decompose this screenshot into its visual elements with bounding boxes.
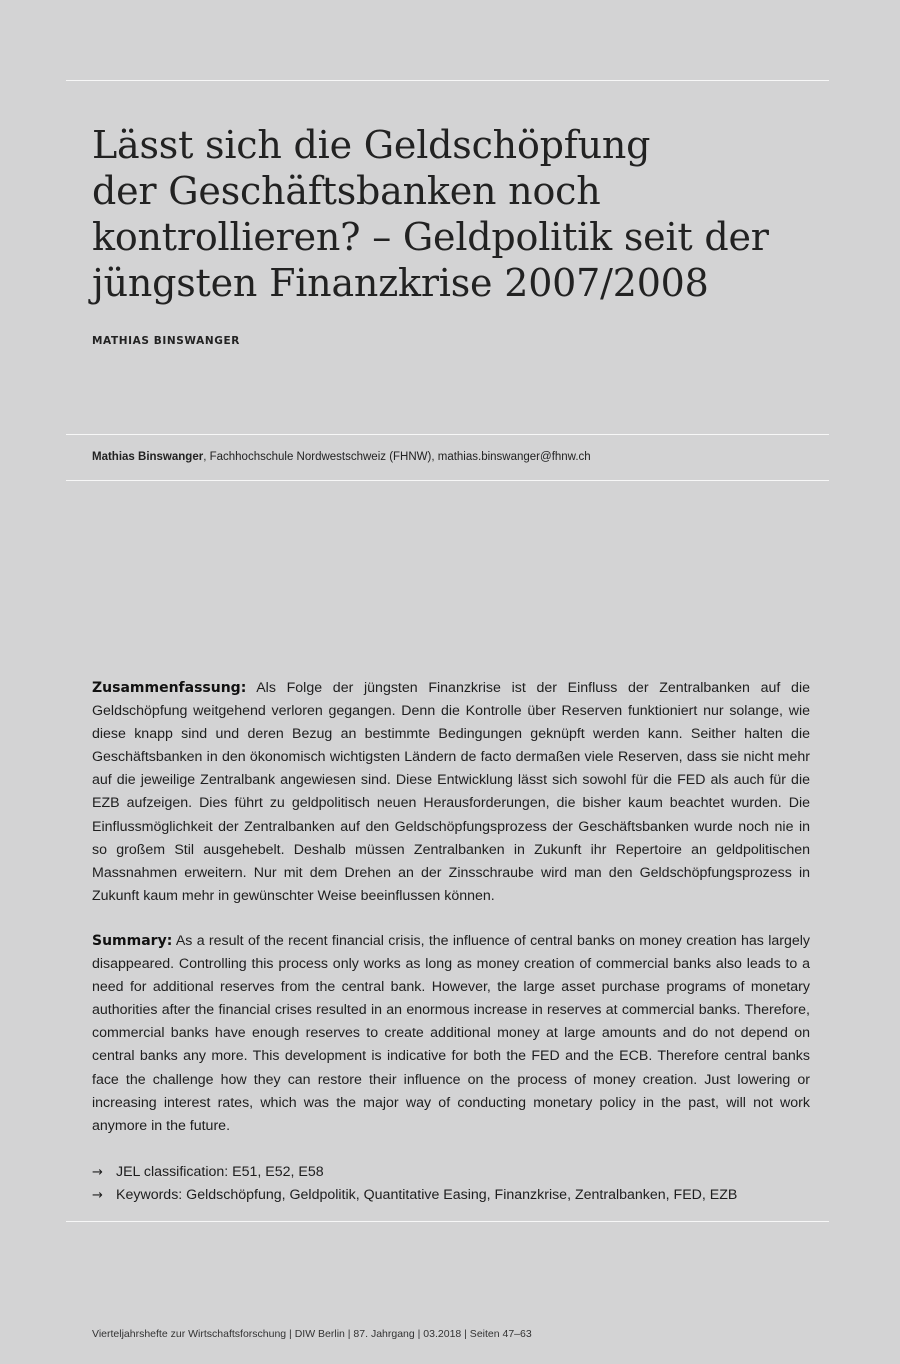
journal-footer: Vierteljahrshefte zur Wirtschaftsforschung | DIW Berlin | 87. Jahrgang | 03.2018 | Seiten 47–63 bbox=[92, 1328, 532, 1340]
author-affiliation bbox=[92, 451, 591, 463]
arrow-right-icon: → bbox=[92, 1165, 103, 1180]
jel-text: JEL classification: E51, E52, E58 bbox=[116, 1164, 324, 1180]
title-line-3: kontrollieren? – Geldpolitik seit der bbox=[92, 215, 769, 259]
abstract-german-label: Zusammenfassung: bbox=[92, 680, 247, 696]
abstract-german bbox=[92, 677, 810, 908]
author-byline: MATHIAS BINSWANGER bbox=[92, 335, 240, 347]
title-line-2: der Geschäftsbanken noch bbox=[92, 169, 601, 213]
jel-classification bbox=[92, 1161, 737, 1184]
article-title bbox=[92, 122, 832, 306]
affiliation-details: , Fachhochschule Nordwestschweiz (FHNW), mathias.binswanger@fhnw.ch bbox=[203, 451, 591, 463]
affiliation-top-rule bbox=[66, 434, 829, 435]
abstract-english-text: As a result of the recent financial crisis, the influence of central banks on money creation has largely disappeared. Controlling this process only works as long as money creation of commercial banks also leads to a need for additional reserves from the central bank. However, the large asset purchase programs of monetary authorities after the financial crises resulted in an enormous increase in reserves at commercial banks. Therefore, commercial banks have enough reserves to create additional money at large amounts and do not depend on central banks any more. This development is indicative for both the FED and the ECB. Therefore central banks face the challenge how they can restore their influence on the process of money creation. Just lowering or increasing interest rates, which was the major way of conducting monetary policy in the past, will not work anymore in the future. bbox=[92, 933, 810, 1134]
keywords bbox=[92, 1184, 737, 1207]
keywords-text: Keywords: Geldschöpfung, Geldpolitik, Quantitative Easing, Finanzkrise, Zentralbanken, FED, EZB bbox=[116, 1187, 738, 1204]
abstract-english-label: Summary: bbox=[92, 933, 173, 949]
abstract-english bbox=[92, 930, 810, 1138]
bottom-rule bbox=[66, 1221, 829, 1222]
top-rule bbox=[66, 80, 829, 81]
arrow-right-icon: → bbox=[92, 1188, 103, 1204]
title-line-4: jüngsten Finanzkrise 2007/2008 bbox=[92, 261, 709, 305]
title-line-1: Lässt sich die Geldschöpfung bbox=[92, 123, 651, 167]
classification-list bbox=[92, 1161, 737, 1207]
abstract-german-text: Als Folge der jüngsten Finanzkrise ist der Einfluss der Zentralbanken auf die Geldschöpfung weitgehend verloren gegangen. Denn die Kontrolle über Reserven funktioniert nur solange, wie diese knapp sind und deren Bezug an bestimmte Bedingungen geknüpft werden kann. Seither halten die Geschäftsbanken in den ökonomisch wichtigsten Ländern de facto dermaßen viele Reserven, dass sie nicht mehr auf die jeweilige Zentralbank angewiesen sind. Diese Entwicklung lässt sich sowohl für die FED als auch für die EZB aufzeigen. Dies führt zu geldpolitisch neuen Herausforderungen, die bisher kaum beachtet wurden. Die Einflussmöglichkeit der Zentralbanken auf den Geldschöpfungsprozess der Geschäftsbanken wurde noch nie in so großem Stil ausgehebelt. Deshalb müssen Zentralbanken in Zukunft ihr Repertoire an geldpolitischen Massnahmen erweitern. Nur mit dem Drehen an der Zinsschraube wird man den Geldschöpfungsprozess in Zukunft kaum mehr in gewünschter Weise beeinflussen können. bbox=[92, 680, 810, 904]
affiliation-bottom-rule bbox=[66, 480, 829, 481]
affiliation-author-name: Mathias Binswanger bbox=[92, 451, 204, 463]
